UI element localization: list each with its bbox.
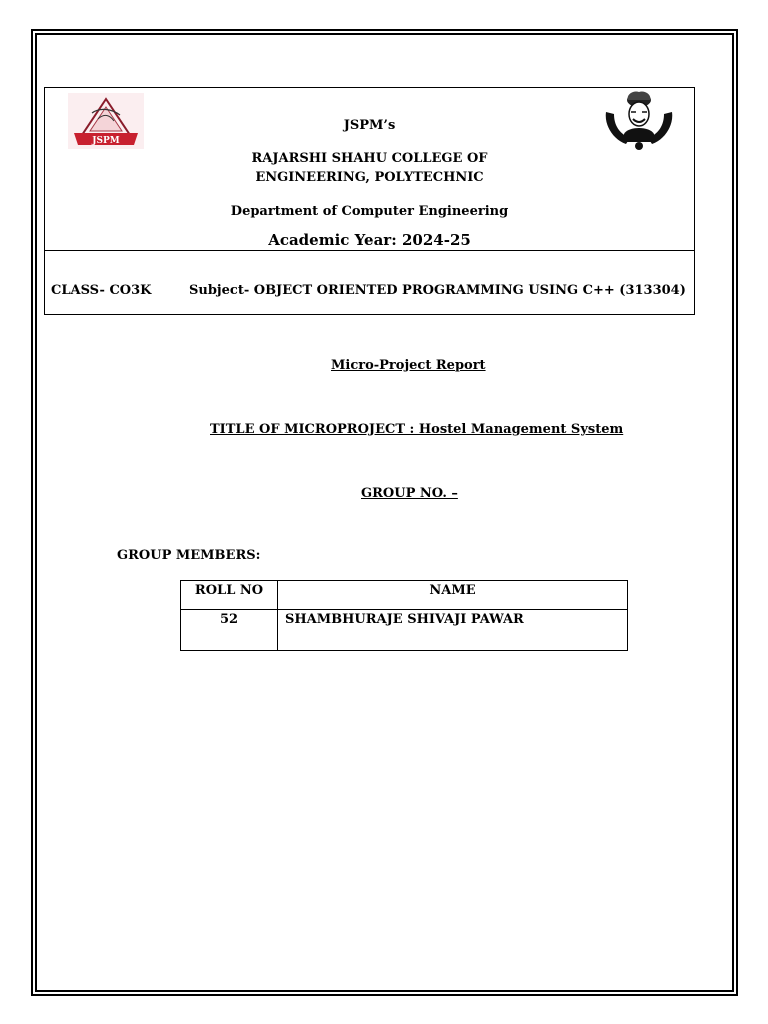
class-label: CLASS- CO3K bbox=[51, 283, 152, 298]
group-members-label: GROUP MEMBERS: bbox=[117, 548, 261, 563]
roll-cell: 52 bbox=[181, 610, 278, 651]
header-divider bbox=[44, 250, 695, 251]
group-number: GROUP NO. – bbox=[361, 486, 458, 501]
academic-year: Academic Year: 2024-25 bbox=[268, 231, 471, 249]
college-name-line2: ENGINEERING, POLYTECHNIC bbox=[255, 170, 484, 185]
table-header-row bbox=[181, 581, 628, 610]
college-name-line1: RAJARSHI SHAHU COLLEGE OF bbox=[251, 151, 488, 166]
microproject-title: TITLE OF MICROPROJECT : Hostel Management System bbox=[210, 422, 624, 437]
org-name: JSPM’s bbox=[343, 118, 396, 133]
name-cell: SHAMBHURAJE SHIVAJI PAWAR bbox=[278, 610, 628, 651]
column-header-roll: ROLL NO bbox=[181, 581, 278, 610]
report-heading: Micro-Project Report bbox=[331, 358, 486, 373]
table-row bbox=[181, 610, 628, 651]
department-name: Department of Computer Engineering bbox=[230, 204, 509, 219]
members-table bbox=[180, 580, 628, 651]
jspm-logo-text: JSPM bbox=[92, 136, 120, 146]
subject-label: Subject- OBJECT ORIENTED PROGRAMMING USING C++ (313304) bbox=[189, 283, 686, 298]
column-header-name: NAME bbox=[278, 581, 628, 610]
